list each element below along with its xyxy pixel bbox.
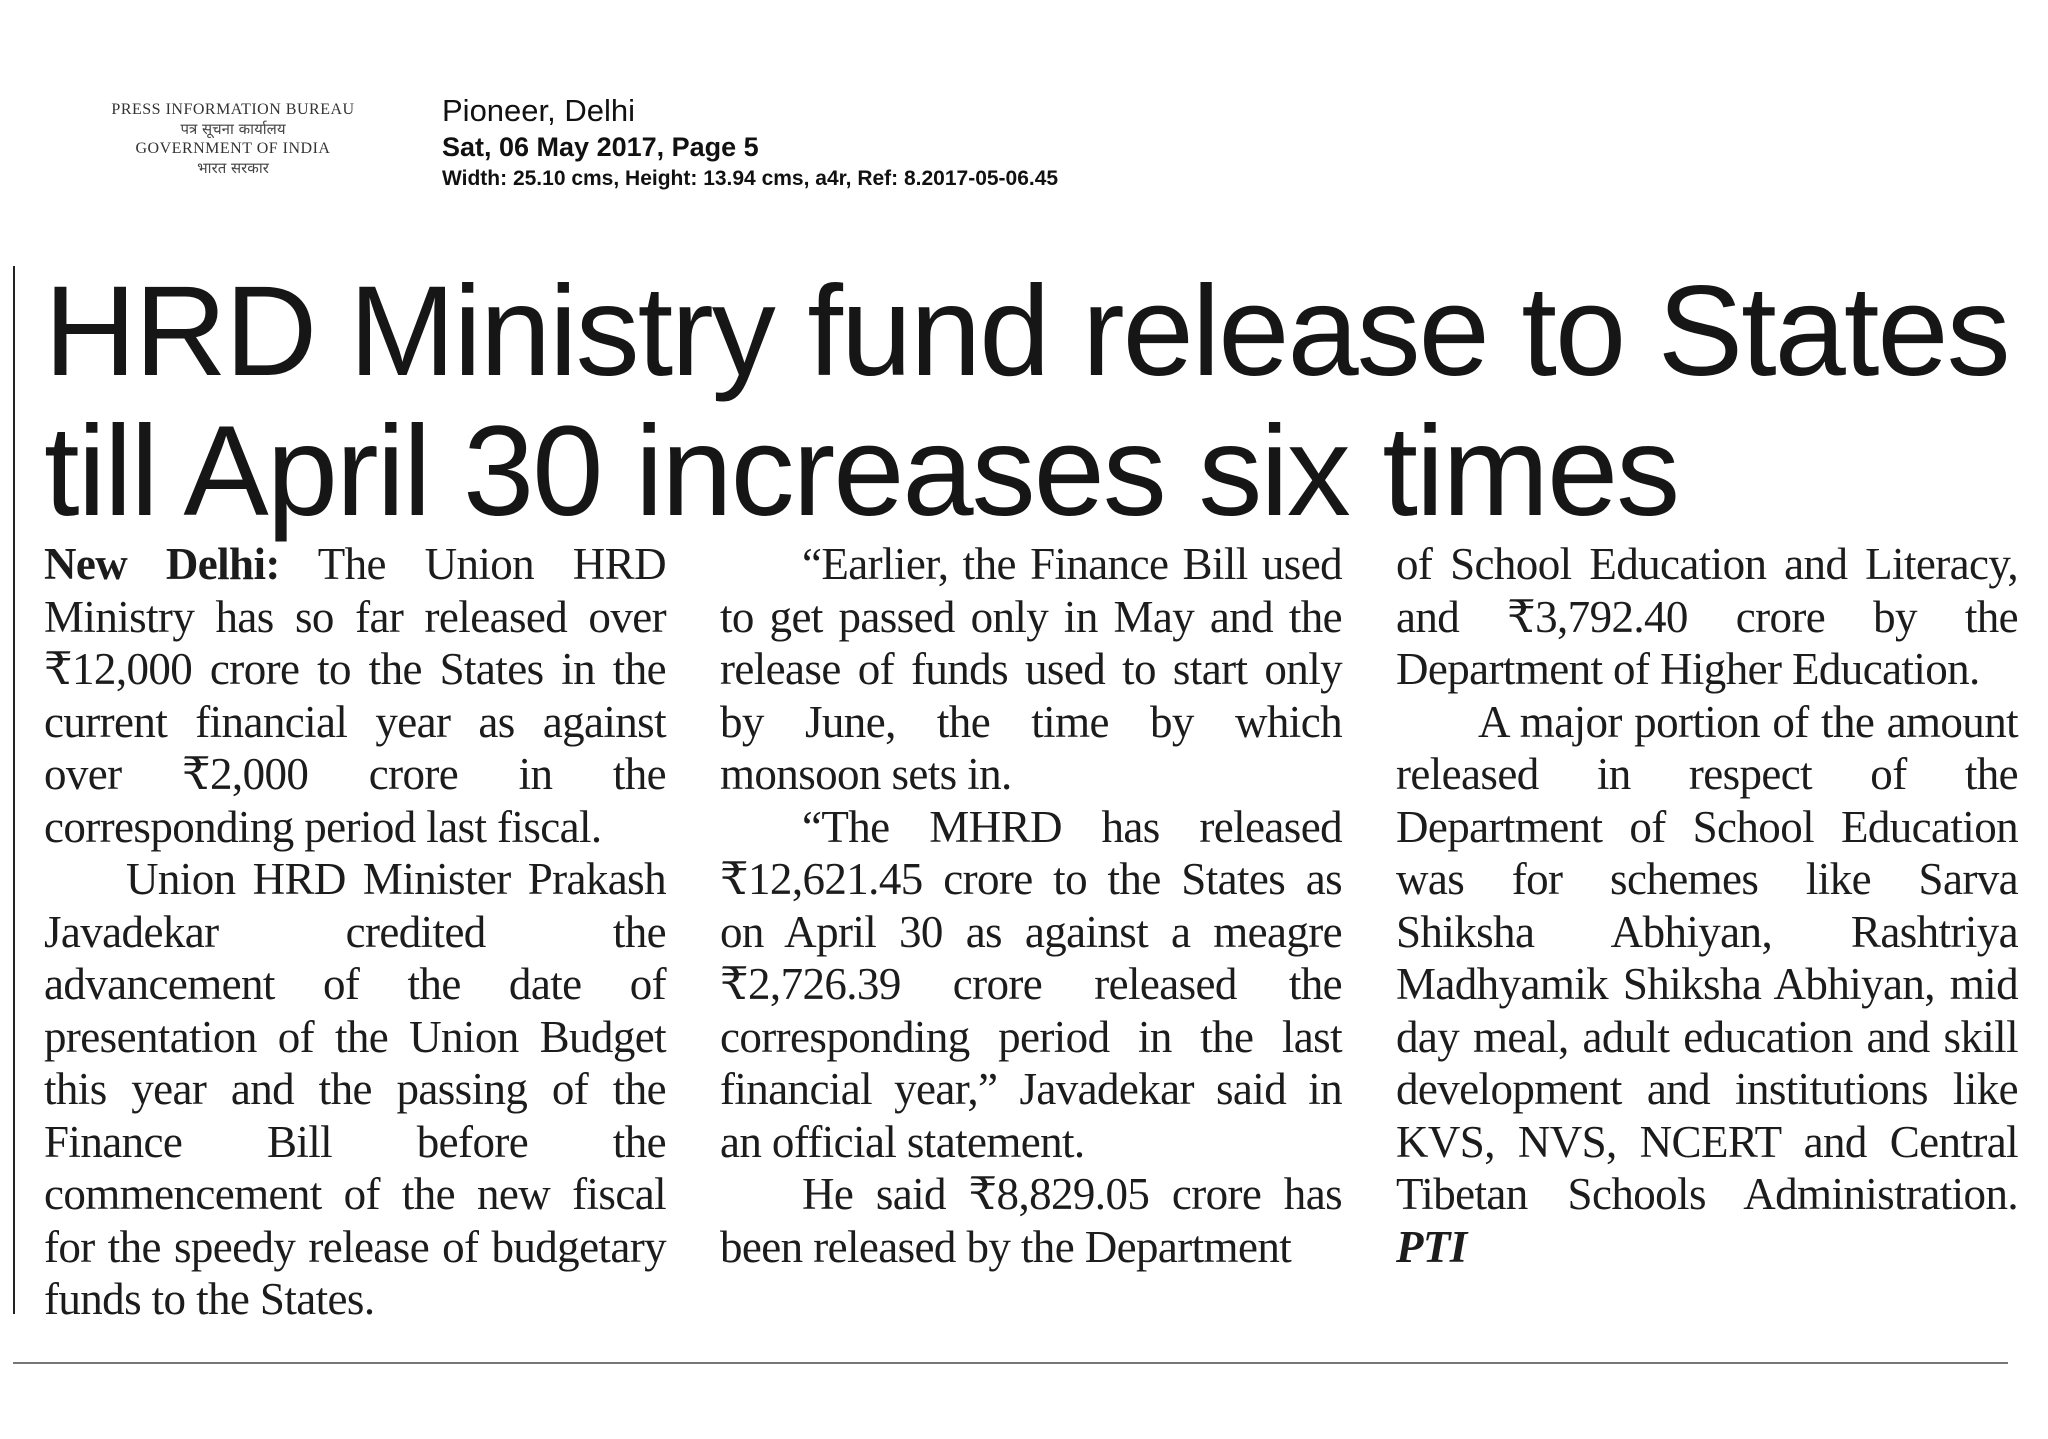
pib-logo-line3: GOVERNMENT OF INDIA: [135, 139, 331, 157]
article-paragraph: “The MHRD has released ₹12,621.45 crore to the States as on April 30 as against a meagre ₹2,726.39 crore released the corresponding period in the last financial year,” Javadekar said in an official statement.: [720, 801, 1342, 1167]
publication-name: Pioneer, Delhi: [442, 93, 636, 128]
pib-logo-line4: भारत सरकार: [197, 158, 269, 177]
article-paragraph: of School Education and Literacy, and ₹3,792.40 crore by the Department of Higher Education.: [1396, 539, 2018, 694]
article-column-3: [1396, 538, 2018, 1273]
article-paragraph: Union HRD Minister Prakash Javadekar credited the advancement of the date of presentation of the Union Budget this year and the passing of the Finance Bill before the commencement of the new fiscal for the speedy release of budgetary funds to the States.: [44, 854, 666, 1324]
article-paragraph: “Earlier, the Finance Bill used to get passed only in May and the release of funds used to start only by June, the time by which monsoon sets in.: [720, 539, 1342, 799]
article-column-1: [44, 538, 666, 1326]
clipping-meta: [442, 92, 1058, 194]
article-paragraph: [44, 538, 666, 853]
pib-logo: [88, 100, 378, 178]
clipping-bottom-rule: [13, 1362, 2008, 1364]
article-paragraph: He said ₹8,829.05 crore has been released by the Department: [720, 1169, 1342, 1272]
article-paragraph: [1396, 696, 2018, 1274]
clipping-dimensions-ref: Width: 25.10 cms, Height: 13.94 cms, a4r, Ref: 8.2017-05-06.45: [442, 167, 1059, 190]
pib-logo-line2: पत्र सूचना कार्यालय: [180, 120, 286, 138]
paragraph-text: The Union HRD Ministry has so far released over ₹12,000 crore to the States in the current financial year as against over ₹2,000 crore in the corresponding period last fiscal.: [44, 539, 666, 852]
paragraph-text: A major portion of the amount released in respect of the Department of School Education was for schemes like Sarva Shiksha Abhiyan, Rashtriya Madhyamik Shiksha Abhiyan, mid day meal, adult education and skill development and institutions like KVS, NVS, NCERT and Central Tibetan Schools Administration.: [1396, 696, 2018, 1219]
clipping-left-rule: [13, 266, 15, 1314]
article-column-2: [720, 538, 1342, 1273]
publication-date-page: Sat, 06 May 2017, Page 5: [442, 132, 759, 162]
pib-logo-line1: PRESS INFORMATION BUREAU: [111, 101, 355, 118]
article-headline: HRD Ministry fund release to States till April 30 increases six times: [44, 260, 2009, 543]
article-dateline: New Delhi:: [44, 539, 280, 589]
news-agency-credit: PTI: [1396, 1221, 1467, 1272]
